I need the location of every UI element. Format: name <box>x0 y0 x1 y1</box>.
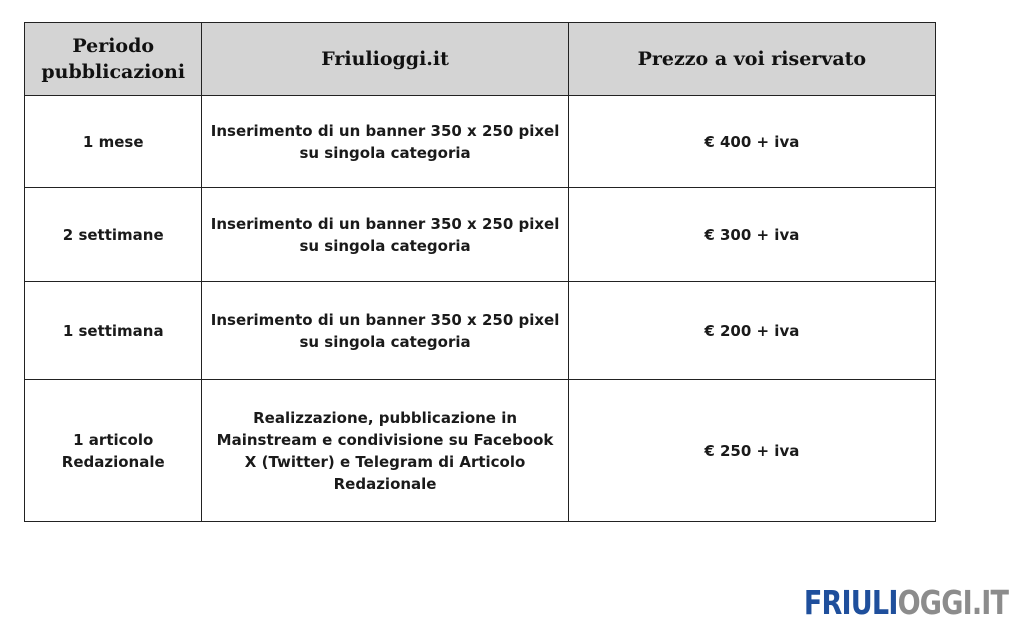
period-cell: 2 settimane <box>25 188 202 282</box>
period-cell: 1 settimana <box>25 282 202 380</box>
header-site: Friulioggi.it <box>202 23 568 96</box>
table-header-row <box>25 23 936 96</box>
price-cell: € 250 + iva <box>568 380 935 522</box>
price-cell: € 400 + iva <box>568 96 935 188</box>
description-cell: Inserimento di un banner 350 x 250 pixel su singola categoria <box>202 188 568 282</box>
description-cell: Inserimento di un banner 350 x 250 pixel su singola categoria <box>202 282 568 380</box>
header-period: Periodo pubblicazioni <box>25 23 202 96</box>
period-cell: 1 mese <box>25 96 202 188</box>
logo-text-primary: FRIULI <box>803 583 898 622</box>
period-cell: 1 articolo Redazionale <box>25 380 202 522</box>
description-cell: Realizzazione, pubblicazione in Mainstream e condivisione su Facebook X (Twitter) e Telegram di Articolo Redazionale <box>202 380 568 522</box>
table-row <box>25 282 936 380</box>
table-row <box>25 96 936 188</box>
table-row <box>25 380 936 522</box>
price-cell: € 300 + iva <box>568 188 935 282</box>
pricing-table <box>24 22 936 522</box>
header-price: Prezzo a voi riservato <box>568 23 935 96</box>
logo-text-secondary: OGGI.IT <box>897 583 1008 622</box>
friulioggi-logo <box>803 583 1008 622</box>
price-cell: € 200 + iva <box>568 282 935 380</box>
description-cell: Inserimento di un banner 350 x 250 pixel su singola categoria <box>202 96 568 188</box>
table-row <box>25 188 936 282</box>
